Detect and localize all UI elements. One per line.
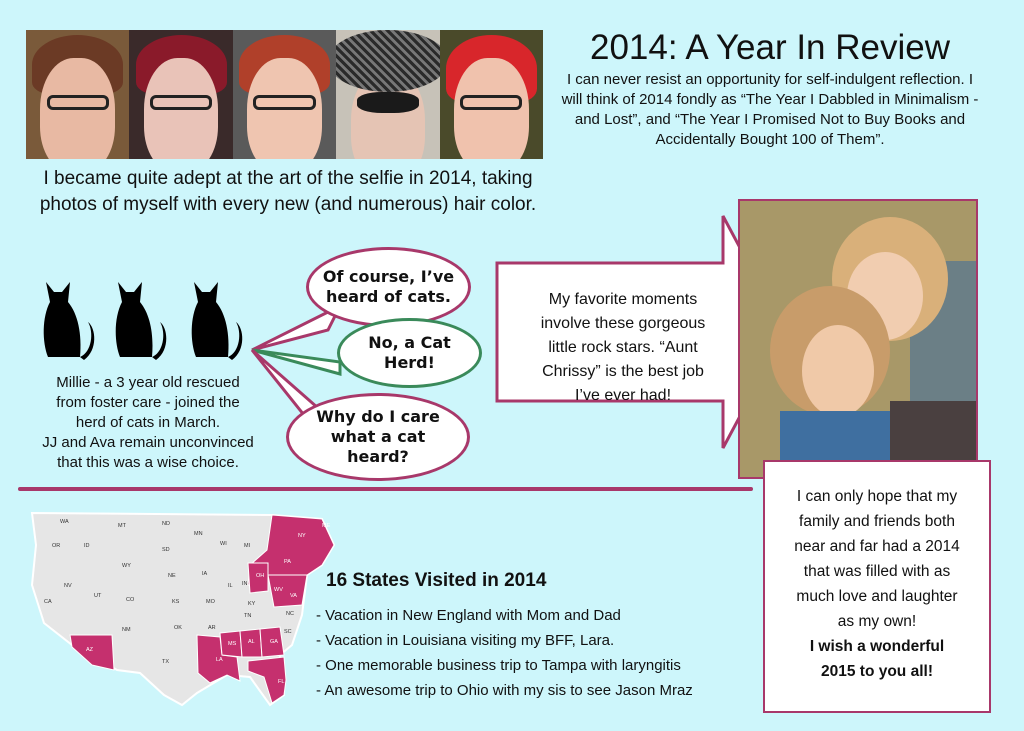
- map-label-fl: FL: [278, 679, 285, 685]
- map-label-ok: OK: [174, 625, 182, 631]
- map-label-ga: GA: [270, 639, 278, 645]
- map-label-ia: IA: [202, 571, 208, 577]
- map-label-sc: SC: [284, 629, 292, 635]
- speech-bubble-cat-heard: Why do I care what a cat heard?: [286, 393, 470, 481]
- speech-bubble-heard-of-cats: Of course, I’ve heard of cats.: [306, 247, 471, 327]
- cat-caption: Millie - a 3 year old rescued from foster care - joined the herd of cats in March. JJ and Ava remain unconvinced that this was a wise choice.: [42, 374, 254, 471]
- map-label-nm: NM: [122, 627, 131, 633]
- us-states-map: [22, 505, 340, 715]
- map-label-wy: WY: [122, 563, 131, 569]
- map-label-id: ID: [84, 543, 90, 549]
- selfie-photo-1: [26, 30, 129, 159]
- map-label-tx: TX: [162, 659, 170, 665]
- list-item: - An awesome trip to Ohio with my sis to see Jason Mraz: [316, 682, 693, 699]
- list-item: - One memorable business trip to Tampa with laryngitis: [316, 657, 681, 674]
- map-label-or: OR: [52, 543, 61, 549]
- map-label-ny: NY: [298, 533, 306, 539]
- closing-message: I can only hope that my family and friends both near and far had a 2014 that was filled with as much love and laughter as my own! I wish a wonderful 2015 to you all!: [763, 460, 991, 713]
- map-label-co: CO: [126, 597, 135, 603]
- map-label-ne: NE: [168, 573, 176, 579]
- map-label-la: LA: [216, 657, 223, 663]
- section-divider: [18, 487, 753, 491]
- selfie-caption: I became quite adept at the art of the selfie in 2014, taking photos of myself with every new (and numerous) hair color.: [39, 168, 537, 215]
- map-label-nv: NV: [64, 583, 72, 589]
- map-label-wi: WI: [220, 541, 227, 547]
- map-label-pa: PA: [284, 559, 291, 565]
- map-label-mt: MT: [118, 523, 126, 529]
- list-item: - Vacation in New England with Mom and Dad: [316, 607, 621, 624]
- selfie-photo-2: [129, 30, 232, 159]
- map-label-ms: MS: [228, 641, 237, 647]
- map-label-mn: MN: [194, 531, 203, 537]
- selfie-strip: [26, 30, 543, 159]
- map-label-nd: ND: [162, 521, 170, 527]
- speech-bubble-cat-herd: No, a Cat Herd!: [337, 318, 482, 388]
- cat-silhouettes: [36, 262, 251, 362]
- map-label-ut: UT: [94, 593, 102, 599]
- map-label-ca: CA: [44, 599, 52, 605]
- map-label-tn: TN: [244, 613, 252, 619]
- map-label-al: AL: [248, 639, 255, 645]
- map-label-ky: KY: [248, 601, 256, 607]
- nieces-photo: [738, 199, 978, 479]
- map-label-wa: WA: [60, 519, 69, 525]
- map-label-va: VA: [290, 593, 297, 599]
- list-item: - Vacation in Louisiana visiting my BFF, Lara.: [316, 632, 615, 649]
- states-visited-title: 16 States Visited in 2014: [326, 570, 547, 591]
- map-label-sd: SD: [162, 547, 170, 553]
- map-label-mi: MI: [244, 543, 251, 549]
- nieces-text: My favorite moments involve these gorgeous little rock stars. “Aunt Chrissy” is the best job I’ve ever had!: [540, 291, 706, 404]
- map-label-wv: WV: [274, 587, 283, 593]
- map-label-ks: KS: [172, 599, 180, 605]
- map-label-me: ME: [322, 523, 331, 529]
- map-label-nc: NC: [286, 611, 294, 617]
- map-label-oh: OH: [256, 573, 265, 579]
- nieces-photo-art: [740, 201, 978, 479]
- page-title: 2014: A Year In Review: [590, 28, 950, 67]
- map-label-az: AZ: [86, 647, 94, 653]
- map-label-in: IN: [242, 581, 248, 587]
- map-label-il: IL: [228, 583, 233, 589]
- selfie-photo-3: [233, 30, 336, 159]
- selfie-photo-4: [336, 30, 439, 159]
- selfie-photo-5: [440, 30, 543, 159]
- intro-paragraph: I can never resist an opportunity for self-indulgent reflection. I will think of 2014 fondly as “The Year I Dabbled in Minimalism - and Lost”, and “The Year I Promised Not to Buy Books and Accidentally Bought 100 of Them”.: [561, 71, 979, 148]
- map-label-mo: MO: [206, 599, 215, 605]
- travel-list: [316, 603, 693, 703]
- map-label-ar: AR: [208, 625, 216, 631]
